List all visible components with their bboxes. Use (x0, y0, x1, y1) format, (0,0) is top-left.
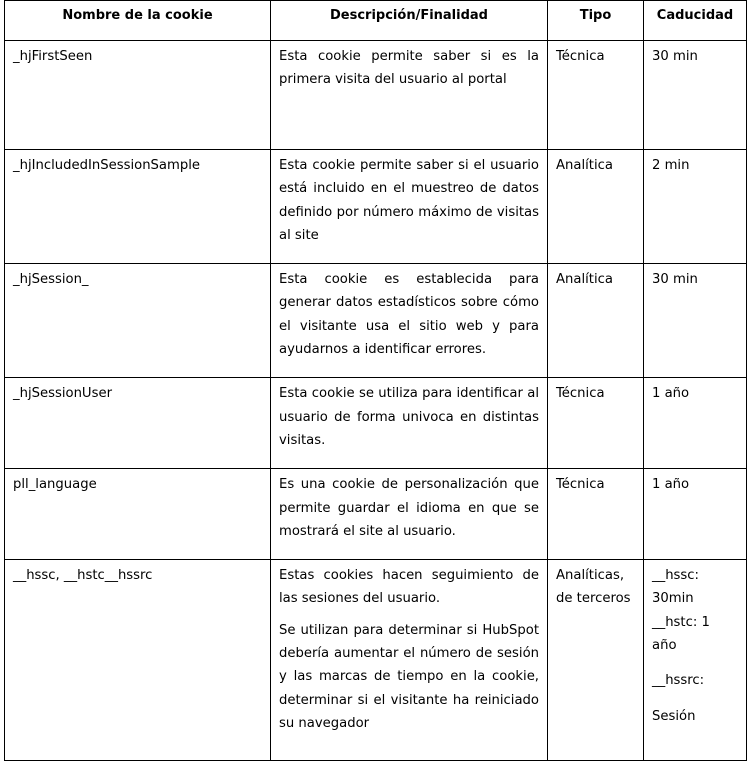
cookie-expiry (644, 469, 747, 560)
cookie-type: Técnica (548, 469, 644, 560)
cookie-expiry (644, 264, 747, 378)
cookie-description (271, 264, 548, 378)
cookie-description (271, 41, 548, 150)
cookie-expiry (644, 378, 747, 469)
cookie-name: _hjSession_ (5, 264, 271, 378)
table-row (5, 469, 747, 560)
table-row (5, 378, 747, 469)
table-row (5, 560, 747, 761)
description-paragraph: Esta cookie permite saber si es la primera visita del usuario al portal (279, 49, 539, 88)
cookie-type: Analíticas, de terceros (548, 560, 644, 761)
cookie-name: _hjIncludedInSessionSample (5, 150, 271, 264)
description-paragraph: Esta cookie es establecida para generar datos estadísticos sobre cómo el visitante usa el sitio web y para ayudarnos a identificar errores. (279, 272, 539, 358)
cookie-description (271, 560, 548, 761)
cookie-type: Analítica (548, 150, 644, 264)
description-paragraph: Estas cookies hacen seguimiento de las sesiones del usuario. (279, 568, 539, 607)
cookie-expiry (644, 150, 747, 264)
header-name: Nombre de la cookie (5, 1, 271, 41)
description-paragraph: Es una cookie de personalización que permite guardar el idioma en que se mostrará el site al usuario. (279, 477, 539, 539)
table-header-row (5, 1, 747, 41)
cookie-name: _hjFirstSeen (5, 41, 271, 150)
expiry-value: 2 min (652, 158, 690, 173)
cookie-description (271, 150, 548, 264)
description-paragraph: Esta cookie se utiliza para identificar al usuario de forma univoca en distintas visitas. (279, 386, 539, 448)
expiry-value: Sesión (652, 708, 696, 724)
expiry-value: 1 año (652, 386, 690, 402)
expiry-value: __hstc: 1 año (652, 614, 710, 654)
expiry-value: 1 año (652, 477, 690, 493)
cookie-name: _hjSessionUser (5, 378, 271, 469)
cookie-type: Técnica (548, 41, 644, 150)
expiry-value: __hssrc: (652, 673, 705, 689)
cookie-name: __hssc, __hstc__hssrc (5, 560, 271, 761)
cookie-type: Analítica (548, 264, 644, 378)
header-expiry: Caducidad (644, 1, 747, 41)
description-paragraph: Se utilizan para determinar si HubSpot debería aumentar el número de sesión y las marcas de tiempo en la cookie, determinar si el visitante ha reiniciado su navegador (279, 622, 539, 731)
cookies-table (4, 0, 747, 761)
cookie-description (271, 469, 548, 560)
table-row (5, 150, 747, 264)
expiry-value: __hssc: 30min (652, 568, 699, 607)
cookie-type: Técnica (548, 378, 644, 469)
cookie-expiry (644, 560, 747, 761)
header-type: Tipo (548, 1, 644, 41)
expiry-value: 30 min (652, 49, 698, 64)
description-paragraph: Esta cookie permite saber si el usuario está incluido en el muestreo de datos definido por número máximo de visitas al site (279, 158, 539, 243)
expiry-value: 30 min (652, 272, 698, 288)
cookie-name: pll_language (5, 469, 271, 560)
cookie-description (271, 378, 548, 469)
table-row (5, 41, 747, 150)
table-row (5, 264, 747, 378)
header-description: Descripción/Finalidad (271, 1, 548, 41)
cookie-expiry (644, 41, 747, 150)
